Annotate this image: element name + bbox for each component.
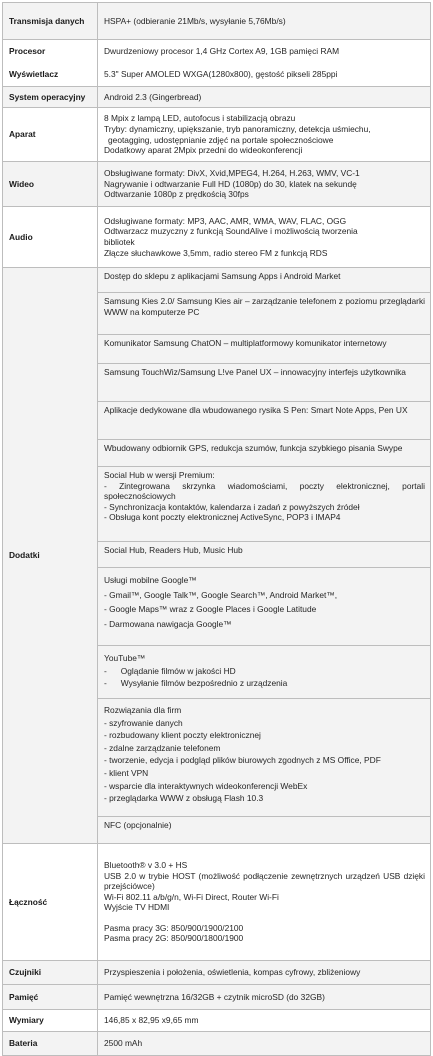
label-aparat: Aparat bbox=[3, 108, 98, 162]
wideo-line: Obsługiwane formaty: DivX, Xvid,MPEG4, H.264, H.263, WMV, VC-1 bbox=[104, 168, 360, 179]
value-aparat bbox=[98, 108, 431, 162]
audio-line: Złącze słuchawkowe 3,5mm, radio stereo FM z funkcją RDS bbox=[104, 247, 328, 258]
socialhub-item: - Obsługa kont poczty elektronicznej ActiveSync, POP3 i IMAP4 bbox=[104, 512, 341, 523]
value-procesor: Dwurdzeniowy procesor 1,4 GHz Cortex A9, 1GB pamięci RAM bbox=[98, 40, 431, 63]
youtube-item: - Oglądanie filmów w jakości HD bbox=[104, 665, 236, 676]
lacznosc-tv: Wyjście TV HDMI bbox=[104, 902, 170, 913]
dodatki-spen-text: Aplikacje dedykowane dla wbudowanego rysika S Pen: Smart Note Apps, Pen UX bbox=[104, 405, 408, 415]
dodatki-socialhub bbox=[98, 467, 430, 542]
aparat-line: Tryby: dynamiczny, upiększanie, tryb panoramiczny, detekcja uśmiechu, bbox=[104, 123, 371, 134]
audio-line: bibliotek bbox=[104, 237, 135, 247]
label-transmisja: Transmisja danych bbox=[3, 3, 98, 40]
value-dodatki bbox=[98, 268, 431, 844]
dodatki-firm bbox=[98, 699, 430, 817]
dodatki-hubs-text: Social Hub, Readers Hub, Music Hub bbox=[104, 545, 243, 555]
label-system: System operacyjny bbox=[3, 87, 98, 108]
label-czujniki: Czujniki bbox=[3, 961, 98, 985]
dodatki-google bbox=[98, 568, 430, 646]
value-bateria: 2500 mAh bbox=[98, 1032, 431, 1056]
audio-line: Odtwarzacz muzyczny z funkcją SoundAlive i możliwością tworzenia bbox=[104, 226, 358, 237]
lacznosc-pasma2g: Pasma pracy 2G: 850/900/1800/1900 bbox=[104, 933, 244, 944]
row-aparat bbox=[3, 108, 431, 162]
dodatki-touchwiz bbox=[98, 364, 430, 402]
dodatki-hubs bbox=[98, 542, 430, 568]
dodatki-apps-text: Dostęp do sklepu z aplikacjami Samsung Apps i Android Market bbox=[104, 271, 341, 281]
row-system bbox=[3, 87, 431, 108]
value-pamiec: Pamięć wewnętrzna 16/32GB + czytnik microSD (do 32GB) bbox=[98, 985, 431, 1010]
google-item: - Darmowana nawigacja Google™ bbox=[104, 618, 232, 629]
lacznosc-usb: USB 2.0 w trybie HOST (możliwość podłączenie zewnętrznych urządzeń USB dzięki przejściówce) bbox=[104, 870, 425, 892]
firm-item: - tworzenie, edycja i podgląd plików biurowych zgodnych z MS Office, PDF bbox=[104, 755, 381, 766]
socialhub-title: Social Hub w wersji Premium: bbox=[104, 470, 215, 480]
row-czujniki bbox=[3, 961, 431, 985]
label-bateria: Bateria bbox=[3, 1032, 98, 1056]
dodatki-chaton-text: Komunikator Samsung ChatON – multiplatformowy komunikator internetowy bbox=[104, 338, 387, 348]
lacznosc-bt: Bluetooth® v 3.0 + HS bbox=[104, 859, 188, 870]
dodatki-youtube bbox=[98, 646, 430, 699]
dodatki-nfc-text: NFC (opcjonalnie) bbox=[104, 820, 172, 830]
value-wymiary: 146,85 x 82,95 x9,65 mm bbox=[98, 1010, 431, 1032]
google-title: Usługi mobilne Google™ bbox=[104, 575, 197, 585]
wideo-line: Odtwarzanie 1080p z prędkością 30fps bbox=[104, 189, 249, 200]
google-item: - Gmail™, Google Talk™, Google Search™, Android Market™, bbox=[104, 589, 338, 600]
firm-item: - rozbudowany klient poczty elektronicznej bbox=[104, 730, 261, 741]
value-wyswietlacz: 5.3" Super AMOLED WXGA(1280x800), gęstość pikseli 285ppi bbox=[98, 63, 431, 87]
row-procesor bbox=[3, 40, 431, 63]
label-wyswietlacz: Wyświetlacz bbox=[3, 63, 98, 87]
lacznosc-pasma3g: Pasma pracy 3G: 850/900/1900/2100 bbox=[104, 922, 244, 933]
firm-title: Rozwiązania dla firm bbox=[104, 705, 182, 715]
dodatki-chaton bbox=[98, 335, 430, 364]
row-transmisja bbox=[3, 3, 431, 40]
row-dodatki bbox=[3, 268, 431, 844]
label-procesor: Procesor bbox=[3, 40, 98, 63]
aparat-line: Dodatkowy aparat 2Mpix przedni do wideokonferencji bbox=[104, 145, 303, 156]
value-transmisja: HSPA+ (odbieranie 21Mb/s, wysyłanie 5,76Mb/s) bbox=[98, 3, 431, 40]
socialhub-item: - Synchronizacja kontaktów, kalendarza i zadań z powyższych źródeł bbox=[104, 501, 360, 512]
google-item: - Google Maps™ wraz z Google Places i Google Latitude bbox=[104, 604, 317, 615]
dodatki-kies-text: Samsung Kies 2.0/ Samsung Kies air – zarządzanie telefonem z poziomu przeglądarki WWW na komputerze PC bbox=[104, 296, 425, 317]
value-czujniki: Przyspieszenia i położenia, oświetlenia, kompas cyfrowy, zbliżeniowy bbox=[98, 961, 431, 985]
dodatki-touchwiz-text: Samsung TouchWiz/Samsung L!ve Panel UX – innowacyjny interfejs użytkownika bbox=[104, 367, 406, 377]
value-lacznosc bbox=[98, 844, 431, 961]
row-wyswietlacz bbox=[3, 63, 431, 87]
label-wideo: Wideo bbox=[3, 162, 98, 207]
row-wymiary bbox=[3, 1010, 431, 1032]
value-wideo bbox=[98, 162, 431, 207]
youtube-item: - Wysyłanie filmów bezpośrednio z urządzenia bbox=[104, 678, 288, 689]
wideo-line: Nagrywanie i odtwarzanie Full HD (1080p) do 30, klatek na sekundę bbox=[104, 178, 357, 189]
dodatki-nfc bbox=[98, 817, 430, 843]
dodatki-gps bbox=[98, 440, 430, 467]
label-dodatki: Dodatki bbox=[3, 268, 98, 844]
label-wymiary: Wymiary bbox=[3, 1010, 98, 1032]
spacer bbox=[104, 913, 425, 923]
aparat-line: 8 Mpix z lampą LED, autofocus i stabilizacją obrazu bbox=[104, 113, 296, 124]
label-pamiec: Pamięć bbox=[3, 985, 98, 1010]
label-lacznosc: Łączność bbox=[3, 844, 98, 961]
firm-item: - przeglądarka WWW z obsługą Flash 10.3 bbox=[104, 793, 264, 804]
dodatki-apps bbox=[98, 268, 430, 293]
socialhub-item: - Zintegrowana skrzynka wiadomościami, poczty elektronicznej, portali społecznościowych bbox=[104, 480, 425, 502]
aparat-line: geotagging, udostępnianie zdjęć na portale społecznościowe bbox=[108, 134, 334, 145]
value-audio bbox=[98, 207, 431, 268]
row-lacznosc bbox=[3, 844, 431, 961]
audio-line: Odsługiwane formaty: MP3, AAC, AMR, WMA, WAV, FLAC, OGG bbox=[104, 215, 347, 226]
label-audio: Audio bbox=[3, 207, 98, 268]
row-wideo bbox=[3, 162, 431, 207]
lacznosc-wifi: Wi-Fi 802.11 a/b/g/n, Wi-Fi Direct, Router Wi-Fi bbox=[104, 891, 279, 902]
specification-table bbox=[2, 2, 431, 1056]
row-bateria bbox=[3, 1032, 431, 1056]
youtube-title: YouTube™ bbox=[104, 653, 146, 663]
firm-item: - klient VPN bbox=[104, 767, 149, 778]
value-system: Android 2.3 (Gingerbread) bbox=[98, 87, 431, 108]
dodatki-kies bbox=[98, 293, 430, 335]
firm-item: - zdalne zarządzanie telefonem bbox=[104, 742, 221, 753]
firm-item: - wsparcie dla interaktywnych wideokonferencji WebEx bbox=[104, 780, 308, 791]
dodatki-spen bbox=[98, 402, 430, 440]
firm-item: - szyfrowanie danych bbox=[104, 717, 183, 728]
row-pamiec bbox=[3, 985, 431, 1010]
row-audio bbox=[3, 207, 431, 268]
dodatki-gps-text: Wbudowany odbiornik GPS, redukcja szumów, funkcja szybkiego pisania Swype bbox=[104, 443, 403, 453]
